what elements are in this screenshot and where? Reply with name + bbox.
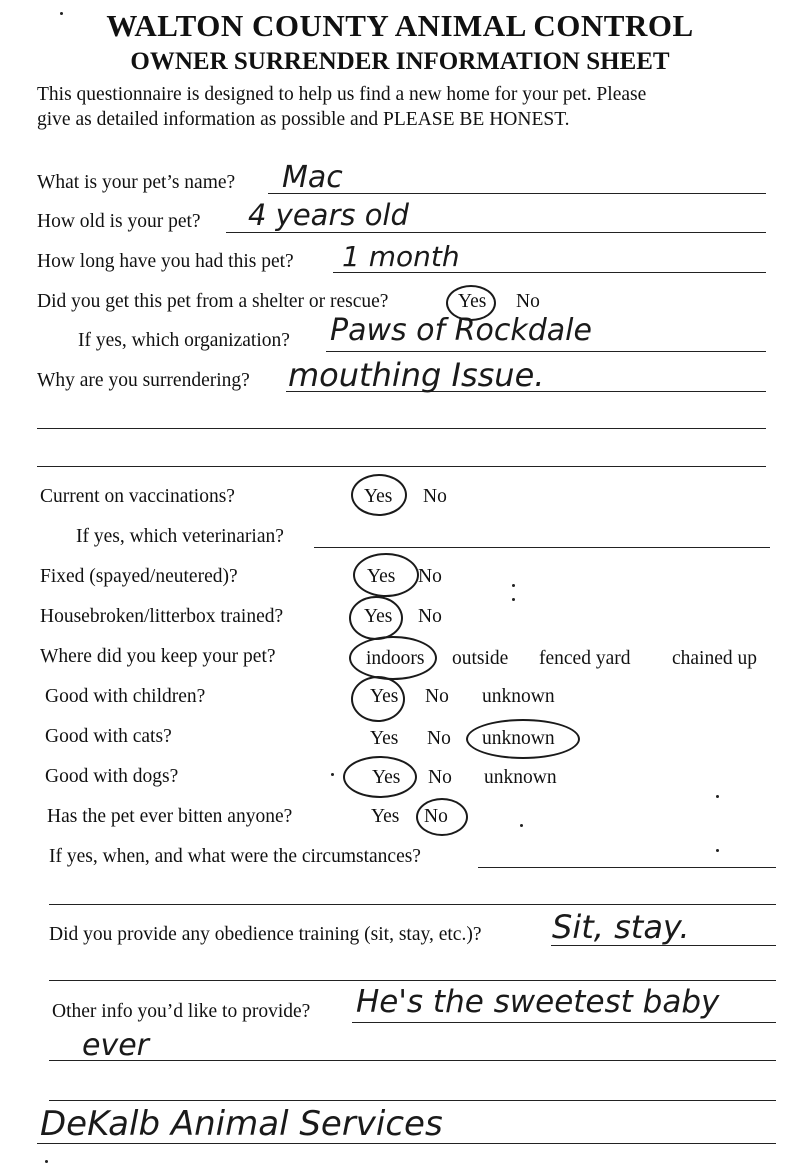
option-no: No: [418, 606, 442, 627]
answer-other-info-line1: He's the sweetest baby: [356, 984, 720, 1020]
scan-speck: [45, 1160, 48, 1163]
option-fenced-yard: fenced yard: [539, 648, 631, 669]
option-yes: Yes: [367, 566, 396, 587]
answer-other-info-line2: ever: [82, 1028, 150, 1063]
selection-circle: [349, 596, 403, 640]
option-no: No: [427, 728, 451, 749]
answer-organization: Paws of Rockdale: [330, 313, 592, 348]
selection-circle: [466, 719, 580, 759]
option-yes: Yes: [364, 486, 393, 507]
option-no: No: [424, 806, 448, 827]
answer-line: [352, 1022, 776, 1023]
question-vaccinations: Current on vaccinations?: [40, 486, 235, 507]
option-yes: Yes: [372, 767, 401, 788]
scan-speck: [60, 12, 63, 15]
question-why-surrender: Why are you surrendering?: [37, 370, 250, 391]
blank-line: [49, 1100, 776, 1101]
blank-line: [49, 904, 776, 905]
selection-circle: [343, 756, 417, 798]
answer-line: [478, 867, 776, 868]
answer-why-surrender: mouthing Issue.: [288, 356, 545, 394]
blank-line: [37, 428, 766, 429]
selection-circle: [416, 798, 468, 836]
answer-pet-age: 4 years old: [248, 198, 409, 232]
question-how-long: How long have you had this pet?: [37, 251, 294, 272]
answer-training: Sit, stay.: [552, 908, 690, 946]
selection-circle: [353, 553, 419, 597]
option-no: No: [425, 686, 449, 707]
question-organization: If yes, which organization?: [78, 330, 290, 351]
answer-line: [226, 232, 766, 233]
question-shelter: Did you get this pet from a shelter or rescue?: [37, 291, 389, 312]
option-outside: outside: [452, 648, 509, 669]
option-yes: Yes: [370, 686, 399, 707]
option-indoors: indoors: [366, 648, 425, 669]
scan-speck: [716, 849, 719, 852]
question-training: Did you provide any obedience training (sit, stay, etc.)?: [49, 924, 482, 945]
question-housebroken: Housebroken/litterbox trained?: [40, 606, 284, 627]
intro-line-1: This questionnaire is designed to help us find a new home for your pet. Please: [37, 84, 647, 105]
question-cats: Good with cats?: [45, 726, 172, 747]
question-dogs: Good with dogs?: [45, 766, 179, 787]
selection-circle: [351, 474, 407, 516]
selection-circle: [349, 636, 437, 680]
selection-circle: [351, 676, 405, 722]
question-veterinarian: If yes, which veterinarian?: [76, 526, 284, 547]
option-no: No: [418, 566, 442, 587]
blank-line: [37, 1143, 776, 1144]
question-bite-circumstances: If yes, when, and what were the circumstances?: [49, 846, 421, 867]
question-bitten: Has the pet ever bitten anyone?: [47, 806, 293, 827]
question-other-info: Other info you’d like to provide?: [52, 1001, 311, 1022]
blank-line: [49, 980, 776, 981]
option-yes: Yes: [371, 806, 400, 827]
scan-speck: [520, 824, 523, 827]
scan-speck: [331, 773, 334, 776]
scan-speck: [512, 584, 515, 587]
answer-line: [314, 547, 770, 548]
option-unknown: unknown: [484, 767, 557, 788]
scan-speck: [512, 598, 515, 601]
option-unknown: unknown: [482, 686, 555, 707]
answer-pet-name: Mac: [282, 160, 343, 195]
form-subtitle: OWNER SURRENDER INFORMATION SHEET: [130, 48, 670, 75]
question-pet-age: How old is your pet?: [37, 211, 201, 232]
answer-line: [326, 351, 766, 352]
scan-speck: [716, 795, 719, 798]
blank-line: [49, 1060, 776, 1061]
form-title: WALTON COUNTY ANIMAL CONTROL: [106, 8, 694, 43]
option-no: No: [428, 767, 452, 788]
option-chained-up: chained up: [672, 648, 758, 669]
question-fixed: Fixed (spayed/neutered)?: [40, 566, 238, 587]
signature: DeKalb Animal Services: [40, 1104, 443, 1144]
option-unknown: unknown: [482, 728, 555, 749]
question-children: Good with children?: [45, 686, 206, 707]
option-no: No: [423, 486, 447, 507]
question-where-kept: Where did you keep your pet?: [40, 646, 276, 667]
question-pet-name: What is your pet’s name?: [37, 172, 236, 193]
intro-line-2: give as detailed information as possible and PLEASE BE HONEST.: [37, 109, 570, 130]
option-yes: Yes: [458, 291, 487, 312]
option-yes: Yes: [364, 606, 393, 627]
blank-line: [37, 466, 766, 467]
answer-how-long: 1 month: [342, 240, 460, 273]
option-yes: Yes: [370, 728, 399, 749]
option-no: No: [516, 291, 540, 312]
